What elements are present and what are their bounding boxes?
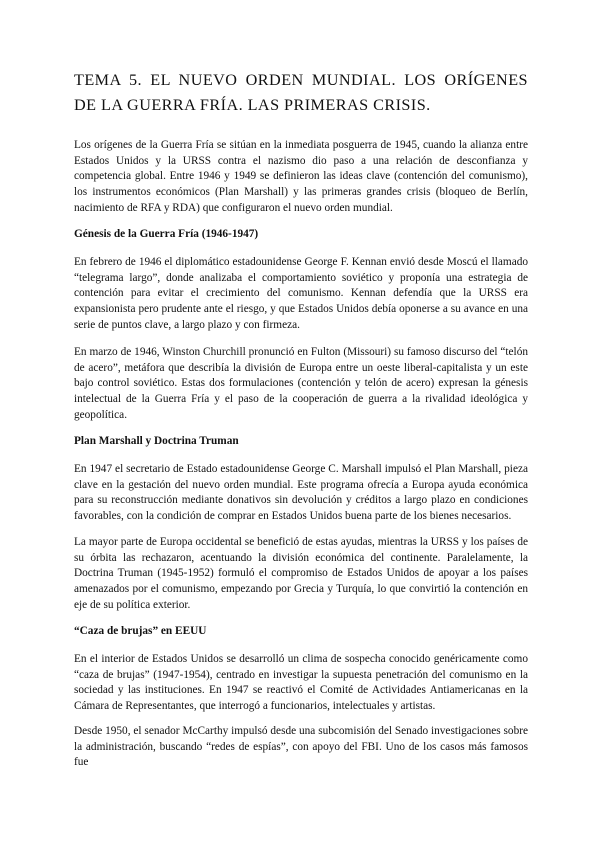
section-heading-caza-brujas: “Caza de brujas” en EEUU xyxy=(74,625,207,637)
intro-paragraph: Los orígenes de la Guerra Fría se sitúan en la inmediata posguerra de 1945, cuando la alianza entre Estados Unidos y la URSS contra el nazismo dio paso a una relación de desconfianza y competencia global. Entre 1946 y 1949 se definieron las ideas clave (contención del comunismo), los instrumentos económicos (Plan Marshall) y las primeras grandes crisis (bloqueo de Berlín, nacimiento de RFA y RDA) que configuraron el nuevo orden mundial. xyxy=(74,139,528,214)
paragraph-marshall: En 1947 el secretario de Estado estadounidense George C. Marshall impulsó el Plan Marshall, pieza clave en la gestación del nuevo orden mundial. Este programa ofrecía a Europa ayuda económica para su reconstrucción mediante donativos sin devolución y créditos a largo plazo en condiciones favorables, con la condición de comprar en Estados Unidos buena parte de los bienes necesarios. xyxy=(74,463,528,523)
section-heading-genesis: Génesis de la Guerra Fría (1946-1947) xyxy=(74,228,259,240)
section-heading-marshall: Plan Marshall y Doctrina Truman xyxy=(74,435,239,447)
paragraph-kennan: En febrero de 1946 el diplomático estadounidense George F. Kennan envió desde Moscú el llamado “telegrama largo”, donde analizaba el comportamiento soviético y proponía una estrategia de contención para evitar el crecimiento del comunismo. Kennan defendía que la URSS era expansionista pero prudente ante el riesgo, y que Estados Unidos debía oponerse a su avance en una serie de puntos clave, a largo plazo y con firmeza. xyxy=(74,256,528,331)
paragraph-caza-brujas: En el interior de Estados Unidos se desarrolló un clima de sospecha conocido genéricamente como “caza de brujas” (1947-1954), centrado en investigar la supuesta penetración del comunismo en la sociedad y las instituciones. En 1947 se reactivó el Comité de Actividades Antiamericanas en la Cámara de Representantes, que interrogó a funcionarios, intelectuales y artistas. xyxy=(74,653,528,713)
paragraph-truman: La mayor parte de Europa occidental se benefició de estas ayudas, mientras la URSS y los países de su órbita las rechazaron, acentuando la división económica del continente. Paralelamente, la Doctrina Truman (1945-1952) formuló el compromiso de Estados Unidos de apoyar a los países amenazados por el comunismo, empezando por Grecia y Turquía, lo que convirtió la contención en eje de su política exterior. xyxy=(74,536,528,611)
paragraph-mccarthy: Desde 1950, el senador McCarthy impulsó desde una subcomisión del Senado investigaciones sobre la administración, buscando “redes de espías”, con apoyo del FBI. Uno de los casos más famosos fue xyxy=(74,725,528,769)
document-title: TEMA 5. EL NUEVO ORDEN MUNDIAL. LOS ORÍGENES DE LA GUERRA FRÍA. LAS PRIMERAS CRISIS. xyxy=(74,71,528,114)
paragraph-churchill: En marzo de 1946, Winston Churchill pronunció en Fulton (Missouri) su famoso discurso del “telón de acero”, metáfora que describía la división de Europa entre un oeste liberal-capitalista y un este bajo control soviético. Estas dos formulaciones (contención y telón de acero) expresan la génesis intelectual de la Guerra Fría y el paso de la cooperación de guerra a la rivalidad ideológica y geopolítica. xyxy=(74,346,528,421)
